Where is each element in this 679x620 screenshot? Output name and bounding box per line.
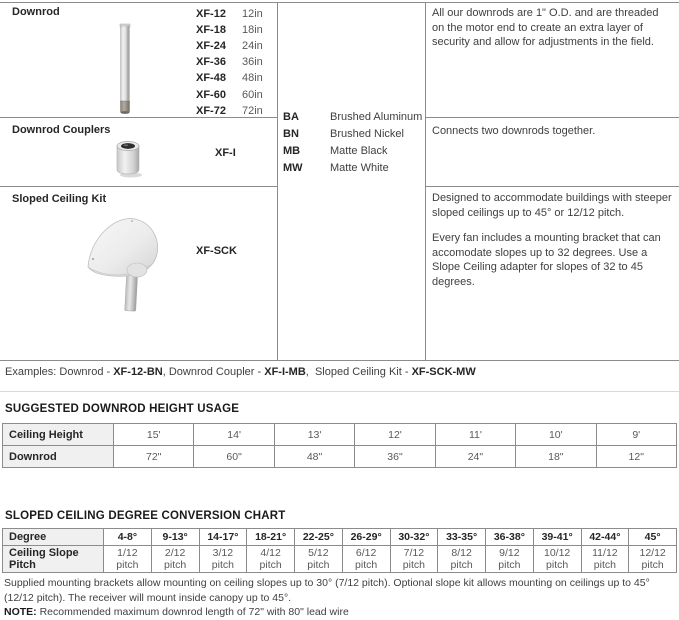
table-row [3,446,677,468]
table-label-cell: Degree [3,529,104,546]
downrod-description: All our downrods are 1" O.D. and are threaded on the motor end to create an extra layer of security and allow for adjustments in the field. [432,7,659,48]
pitch-fraction: 2/12 [164,547,186,559]
table-cell: 13' [274,424,354,446]
downrod-model-size: 12in [242,8,263,21]
row-divider [0,186,278,187]
table-cell: 11' [435,424,515,446]
finish-row [283,142,422,159]
note-line [4,605,676,620]
degree-cell: 30-32° [390,529,438,546]
degree-cell: 9-13° [151,529,199,546]
pitch-fraction: 5/12 [308,547,329,559]
example-text: Examples: Downrod - [5,366,114,378]
table-label-cell: Ceiling Slope Pitch [3,546,104,573]
section-divider [0,391,679,392]
table-cell: 48" [274,446,354,468]
examples-line [5,366,476,378]
downrod-model-code: XF-72 [196,104,226,117]
sloped-kit-description-2: Every fan includes a mounting bracket that can accomodate slopes up to 32 degrees. Use a Slope Ceiling adapter for slopes of 32 to 45 degrees. [432,232,661,288]
example-text: , Sloped Ceiling Kit - [305,366,412,378]
pitch-cell [438,546,486,573]
pitch-cell [199,546,247,573]
downrod-model-size: 24in [242,40,263,53]
pitch-word: pitch [259,559,282,571]
example-model-code: XF-12-BN [113,366,163,378]
table-cell: 9' [596,424,676,446]
pitch-cell [629,546,677,573]
row-divider [425,186,679,187]
pitch-cell [390,546,438,573]
pitch-cell [486,546,534,573]
table-cell: 24" [435,446,515,468]
downrod-model-row [196,38,263,54]
slope-table-title: SLOPED CEILING DEGREE CONVERSION CHART [5,510,286,522]
note-label: NOTE: [4,606,37,618]
downrod-model-code: XF-36 [196,56,226,69]
couplers-description: Connects two downrods together. [432,125,596,137]
degree-cell: 18-21° [247,529,295,546]
table-cell: 12" [596,446,676,468]
downrod-model-code: XF-12 [196,8,226,21]
finish-name: Brushed Aluminum [330,110,423,123]
finish-code: MB [283,144,301,157]
pitch-word: pitch [593,559,616,571]
example-text: , Downrod Coupler - [162,366,265,378]
table-cell: 72" [114,446,194,468]
downrod-model-code: XF-24 [196,40,226,53]
pitch-cell [247,546,295,573]
pitch-fraction: 11/12 [592,547,618,559]
slope-footnote: Supplied mounting brackets allow mounting on ceiling slopes up to 30° (7/12 pitch). Optional slope kit allows mounting on ceilings up to 45° (12/12 pitch). The receiver will mount inside canopy up to 45°. [4,577,650,604]
finish-code: MW [283,161,303,174]
downrod-section-title: Downrod [12,6,60,18]
finish-row [283,159,422,176]
finish-row [283,125,422,142]
pitch-cell [104,546,152,573]
pitch-word: pitch [355,559,378,571]
finish-code: BN [283,127,299,140]
degree-cell: 4-8° [104,529,152,546]
pitch-fraction: 3/12 [212,547,234,559]
table-label-cell: Ceiling Height [3,424,114,446]
degree-cell: 39-41° [533,529,581,546]
table-cell: 18" [516,446,596,468]
downrod-height-table [2,423,677,468]
downrod-model-size: 36in [242,56,263,69]
downrod-model-row [196,6,263,22]
downrod-model-row [196,22,263,38]
pitch-fraction: 4/12 [260,547,281,559]
finish-name: Matte White [330,161,389,174]
table-top-rule [0,2,679,3]
downrod-model-list [196,6,263,119]
pitch-cell [342,546,390,573]
pitch-word: pitch [402,559,425,571]
pitch-fraction: 10/12 [543,547,571,559]
table-cell: 10' [516,424,596,446]
sloped-kit-model-code: XF-SCK [196,245,237,257]
sloped-ceiling-kit-image [80,207,170,318]
sloped-kit-description-1: Designed to accommodate buildings with steeper sloped ceilings up to 45° or 12/12 pitch. [432,192,672,219]
slope-conversion-table [2,528,677,573]
table-cell: 12' [355,424,435,446]
pitch-fraction: 1/12 [117,547,138,559]
pitch-word: pitch [307,559,330,571]
downrod-model-code: XF-18 [196,24,226,37]
table-cell: 15' [114,424,194,446]
finish-row [283,108,422,125]
pitch-fraction: 7/12 [403,547,425,559]
table-cell: 36" [355,446,435,468]
table-bottom-rule [0,360,679,361]
finish-name: Matte Black [330,144,388,157]
pitch-fraction: 6/12 [355,547,377,559]
table-label-cell: Downrod [3,446,114,468]
pitch-word: pitch [164,559,187,571]
pitch-cell [151,546,199,573]
downrod-model-code: XF-48 [196,72,226,85]
downrod-model-row [196,86,263,102]
example-model-code: XF-SCK-MW [411,366,476,378]
degree-cell: 45° [629,529,677,546]
pitch-fraction: 9/12 [499,547,520,559]
downrod-model-row [196,70,263,86]
note-text: Recommended maximum downrod length of 72" with 80" lead wire [36,606,349,618]
height-table-title: SUGGESTED DOWNROD HEIGHT USAGE [5,403,240,415]
pitch-word: pitch [546,559,569,571]
example-model-code: XF-I-MB [264,366,306,378]
finish-code: BA [283,110,299,123]
pitch-cell [295,546,343,573]
pitch-fraction: 12/12 [639,547,666,559]
table-row [3,529,677,546]
degree-cell: 22-25° [295,529,343,546]
table-row [3,424,677,446]
pitch-word: pitch [450,559,473,571]
pitch-cell [581,546,629,573]
downrod-model-size: 60in [242,88,263,101]
degree-cell: 42-44° [581,529,629,546]
table-row [3,546,677,573]
table-cell: 60" [194,446,274,468]
downrod-model-code: XF-60 [196,88,226,101]
downrod-model-row [196,54,263,70]
degree-cell: 26-29° [342,529,390,546]
degree-cell: 36-38° [486,529,534,546]
pitch-fraction: 8/12 [451,547,472,559]
downrod-model-row [196,103,263,119]
degree-cell: 14-17° [199,529,247,546]
pitch-cell [533,546,581,573]
downrod-model-size: 72in [242,104,263,117]
coupler-model-code: XF-I [215,147,236,159]
degree-cell: 33-35° [438,529,486,546]
couplers-section-title: Downrod Couplers [12,124,111,136]
pitch-word: pitch [211,559,234,571]
coupler-image [112,137,148,184]
sloped-kit-section-title: Sloped Ceiling Kit [12,193,107,205]
finish-name: Brushed Nickel [330,127,404,140]
downrod-image [110,22,140,121]
pitch-word: pitch [116,559,139,571]
downrod-model-size: 48in [242,72,263,85]
table-cell: 14' [194,424,274,446]
column-divider [277,2,278,361]
downrod-model-size: 18in [242,24,263,37]
row-divider [425,117,679,118]
column-divider [425,2,426,361]
finish-code-list [283,108,422,176]
pitch-word: pitch [498,559,521,571]
pitch-word: pitch [641,559,664,571]
